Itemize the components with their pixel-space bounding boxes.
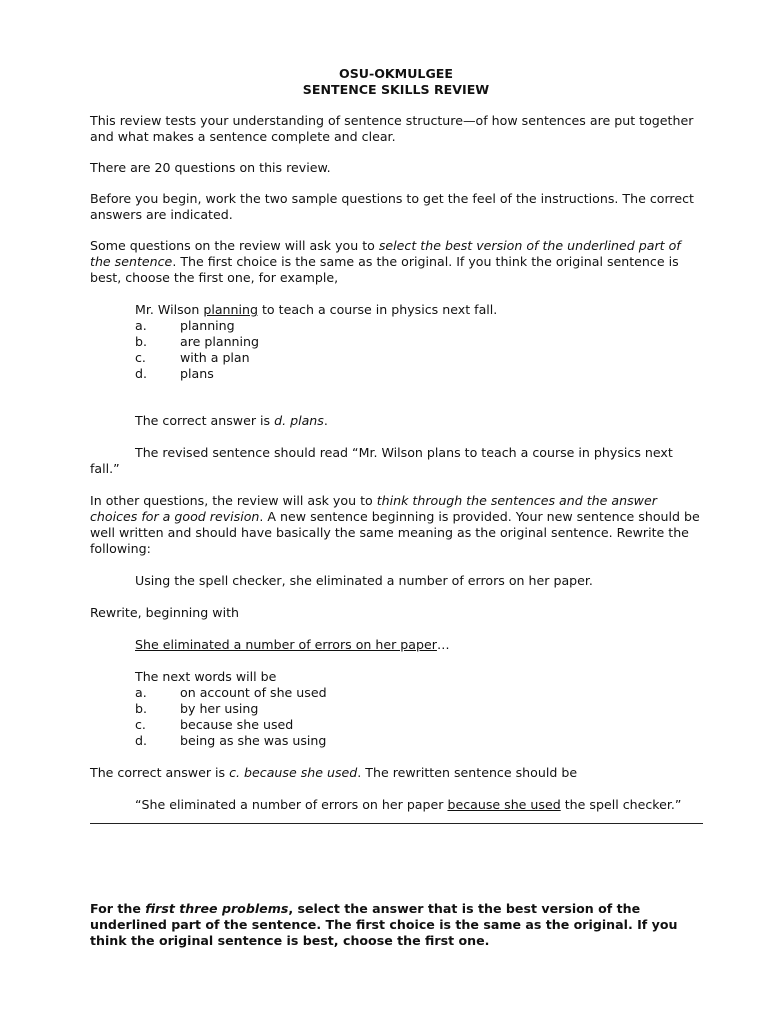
sample1-option-b: b. are planning [135, 334, 260, 349]
sample1-revised: The revised sentence should read “Mr. Wilson plans to teach a course in physics next fall.” [90, 445, 673, 476]
sample2-option-d: d. being as she was using [135, 733, 327, 748]
sample2-question [90, 637, 702, 749]
intro-paragraph-3: Before you begin, work the two sample questions to get the feel of the instructions. The correct answers are indicated. [90, 191, 694, 222]
sample2-rewritten-sentence: “She eliminated a number of errors on her paper because she used the spell checker.” [135, 797, 682, 812]
sample2-rewrite-prompt: Rewrite, beginning with [90, 605, 239, 620]
sample1-option-c: c. with a plan [135, 350, 250, 365]
sample2-next-words: The next words will be [135, 669, 277, 684]
instructions-paragraph: For the first three problems, select the answer that is the best version of the underlined part of the sentence. The first choice is the same as the original. If you think the original sentence is best, choose the first one. [90, 901, 678, 948]
sample2-beginning: She eliminated a number of errors on her paper… [135, 637, 450, 652]
sample1-question [90, 302, 702, 429]
sample2-original-sentence: Using the spell checker, she eliminated a number of errors on her paper. [135, 573, 593, 588]
sample2-answer: The correct answer is c. because she used. The rewritten sentence should be [90, 765, 578, 780]
sample2-lead-paragraph: In other questions, the review will ask you to think through the sentences and the answer choices for a good revision. A new sentence beginning is provided. Your new sentence should be well written and should have basically the same meaning as the original sentence. Rewrite the following: [90, 493, 700, 556]
sample1-option-d: d. plans [135, 366, 214, 381]
sample1-underlined-part: planning [203, 302, 258, 317]
sample1-lead-paragraph: Some questions on the review will ask you to select the best version of the underlined part of the sentence. The first choice is the same as the original. If you think the original sentence is best, choose the first one, for example, [90, 238, 681, 285]
sample2-option-a: a. on account of she used [135, 685, 327, 700]
intro-paragraph-1: This review tests your understanding of sentence structure—of how sentences are put together and what makes a sentence complete and clear. [90, 113, 694, 144]
sample1-lead-italic: select the best version of the underlined part of the sentence [90, 238, 681, 269]
sample2-lead-italic: think through the sentences and the answer choices for a good revision [90, 493, 657, 524]
intro-paragraph-2: There are 20 questions on this review. [90, 160, 331, 175]
sample2-option-b: b. by her using [135, 701, 259, 716]
sample1-option-a: a. planning [135, 318, 235, 333]
document-page [90, 66, 702, 949]
document-title-line1: OSU-OKMULGEE [338, 66, 454, 81]
sample2-option-c: c. because she used [135, 717, 294, 732]
sample1-sentence: Mr. Wilson planning to teach a course in physics next fall. [135, 302, 498, 317]
sample1-answer: The correct answer is d. plans. [135, 413, 328, 428]
document-title-line2: SENTENCE SKILLS REVIEW [302, 82, 490, 97]
